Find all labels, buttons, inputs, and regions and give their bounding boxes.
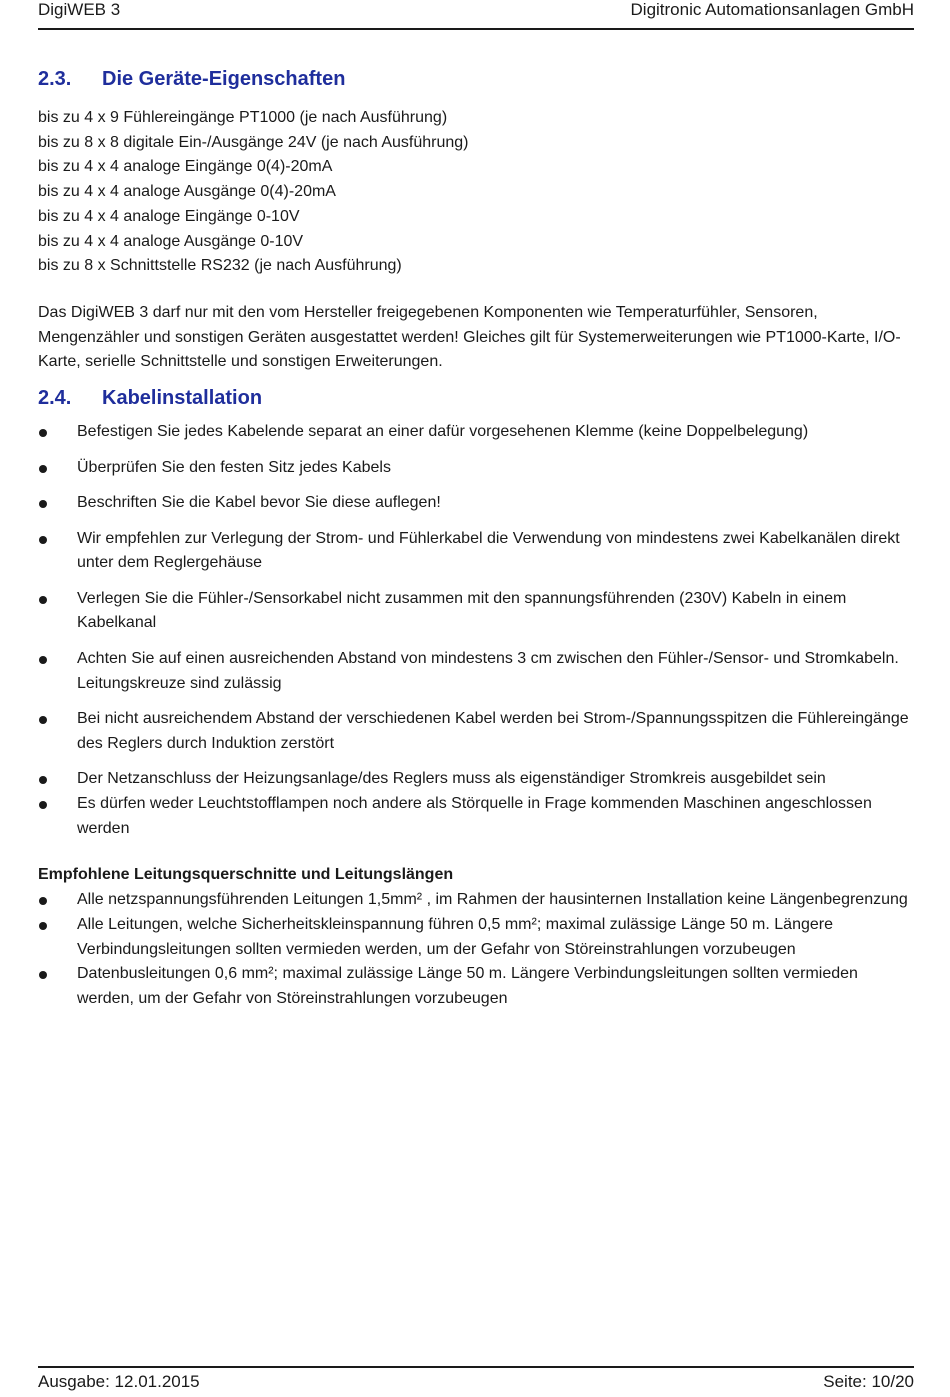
list-item — [38, 647, 914, 696]
list-item-text: Wir empfehlen zur Verlegung der Strom- und Fühlerkabel die Verwendung von mindestens zwei Kabelkanälen direkt unter dem Reglergehäuse — [77, 529, 900, 572]
list-item-text: Bei nicht ausreichendem Abstand der verschiedenen Kabel werden bei Strom-/Spannungsspitzen die Fühlereingänge des Reglers durch Induktion zerstört — [77, 710, 909, 752]
property-line: bis zu 4 x 9 Fühlereingänge PT1000 (je nach Ausführung) — [38, 109, 448, 126]
list-item-text: Achten Sie auf einen ausreichenden Abstand von mindestens 3 cm zwischen den Fühler-/Sensor- und Stromkabeln. Leitungskreuze sind zulässig — [77, 649, 899, 692]
bullet-dot-icon — [39, 429, 47, 437]
list-item-text: Es dürfen weder Leuchtstofflampen noch andere als Störquelle in Frage kommenden Maschinen angeschlossen werden — [77, 795, 872, 837]
section-title: Kabelinstallation — [102, 387, 263, 410]
list-item-text: Der Netzanschluss der Heizungsanlage/des Reglers muss als eigenständiger Stromkreis ausgebildet sein — [77, 770, 826, 788]
section-number: 2.3. — [38, 68, 72, 90]
header-company-name: Digitronic Automationsanlagen GmbH — [630, 0, 914, 19]
footer-edition-date: Ausgabe: 12.01.2015 — [38, 1372, 200, 1391]
footer-page-number: Seite: 10/20 — [823, 1372, 914, 1391]
bullet-dot-icon — [39, 465, 47, 473]
section-title: Die Geräte-Eigenschaften — [102, 68, 346, 90]
property-line: bis zu 4 x 4 analoge Ausgänge 0-10V — [38, 232, 304, 250]
list-item — [38, 792, 914, 841]
page-header — [38, 0, 914, 30]
bullet-dot-icon — [39, 656, 47, 664]
list-item — [38, 888, 914, 913]
bullet-dot-icon — [39, 801, 47, 809]
header-product-name: DigiWEB 3 — [38, 0, 121, 19]
list-item-text: Beschriften Sie die Kabel bevor Sie diese auflegen! — [77, 494, 441, 512]
bullet-dot-icon — [39, 971, 47, 979]
list-item-text: Überprüfen Sie den festen Sitz jedes Kabels — [77, 458, 391, 476]
list-item — [38, 767, 914, 792]
components-paragraph: Das DigiWEB 3 darf nur mit den vom Hersteller freigegebenen Komponenten wie Temperaturfühler, Sensoren, Mengenzähler und sonstigen Geräten ausgestattet werden! Gleiches gilt für Systemerweiterungen wie PT1000-Karte, I/O-Karte, serielle Schnittstelle und sonstigen Erweiterungen. — [38, 303, 901, 371]
property-line: bis zu 8 x Schnittstelle RS232 (je nach Ausführung) — [38, 257, 402, 275]
bullet-dot-icon — [39, 536, 47, 544]
cable-recommendations-heading: Empfohlene Leitungsquerschnitte und Leitungslängen — [38, 866, 454, 884]
list-item — [38, 420, 914, 445]
cable-recommendations-list — [38, 888, 914, 1012]
list-item — [38, 707, 914, 756]
property-line: bis zu 8 x 8 digitale Ein-/Ausgänge 24V (je nach Ausführung) — [38, 133, 469, 151]
bullet-dot-icon — [39, 897, 47, 905]
bullet-dot-icon — [39, 922, 47, 930]
section-heading-2-4 — [38, 385, 914, 411]
section-number: 2.4. — [38, 387, 72, 410]
list-item-text: Datenbusleitungen 0,6 mm²; maximal zulässige Länge 50 m. Längere Verbindungsleitungen sollten vermieden werden, um der Gefahr von Störeinstrahlungen vorzubeugen — [77, 965, 858, 1007]
list-item — [38, 527, 914, 576]
list-item-text: Befestigen Sie jedes Kabelende separat an einer dafür vorgesehenen Klemme (keine Doppelbelegung) — [77, 423, 809, 441]
property-line: bis zu 4 x 4 analoge Ausgänge 0(4)-20mA — [38, 183, 336, 201]
bullet-dot-icon — [39, 716, 47, 724]
list-item — [38, 587, 914, 636]
section-heading-2-3 — [38, 66, 914, 92]
page-footer — [38, 1366, 914, 1395]
property-line: bis zu 4 x 4 analoge Eingänge 0(4)-20mA — [38, 158, 333, 176]
bullet-dot-icon — [39, 776, 47, 784]
list-item — [38, 456, 914, 481]
list-item — [38, 913, 914, 962]
list-item-text: Verlegen Sie die Fühler-/Sensorkabel nicht zusammen mit den spannungsführenden (230V) Kabeln in einem Kabelkanal — [77, 589, 847, 632]
list-item-text: Alle Leitungen, welche Sicherheitskleinspannung führen 0,5 mm²; maximal zulässige Länge 50 m. Längere Verbindungsleitungen sollten vermieden werden, um der Gefahr von Störeinstrahlungen vorzubeugen — [77, 915, 833, 958]
list-item — [38, 962, 914, 1011]
cable-installation-list — [38, 420, 914, 841]
list-item — [38, 491, 914, 516]
page-content — [38, 66, 914, 1012]
bullet-dot-icon — [39, 500, 47, 508]
property-line: bis zu 4 x 4 analoge Eingänge 0-10V — [38, 207, 300, 225]
list-item-text: Alle netzspannungsführenden Leitungen 1,5mm² , im Rahmen der hausinternen Installation keine Längenbegrenzung — [77, 891, 908, 909]
device-properties-list — [38, 106, 914, 279]
bullet-dot-icon — [39, 596, 47, 604]
